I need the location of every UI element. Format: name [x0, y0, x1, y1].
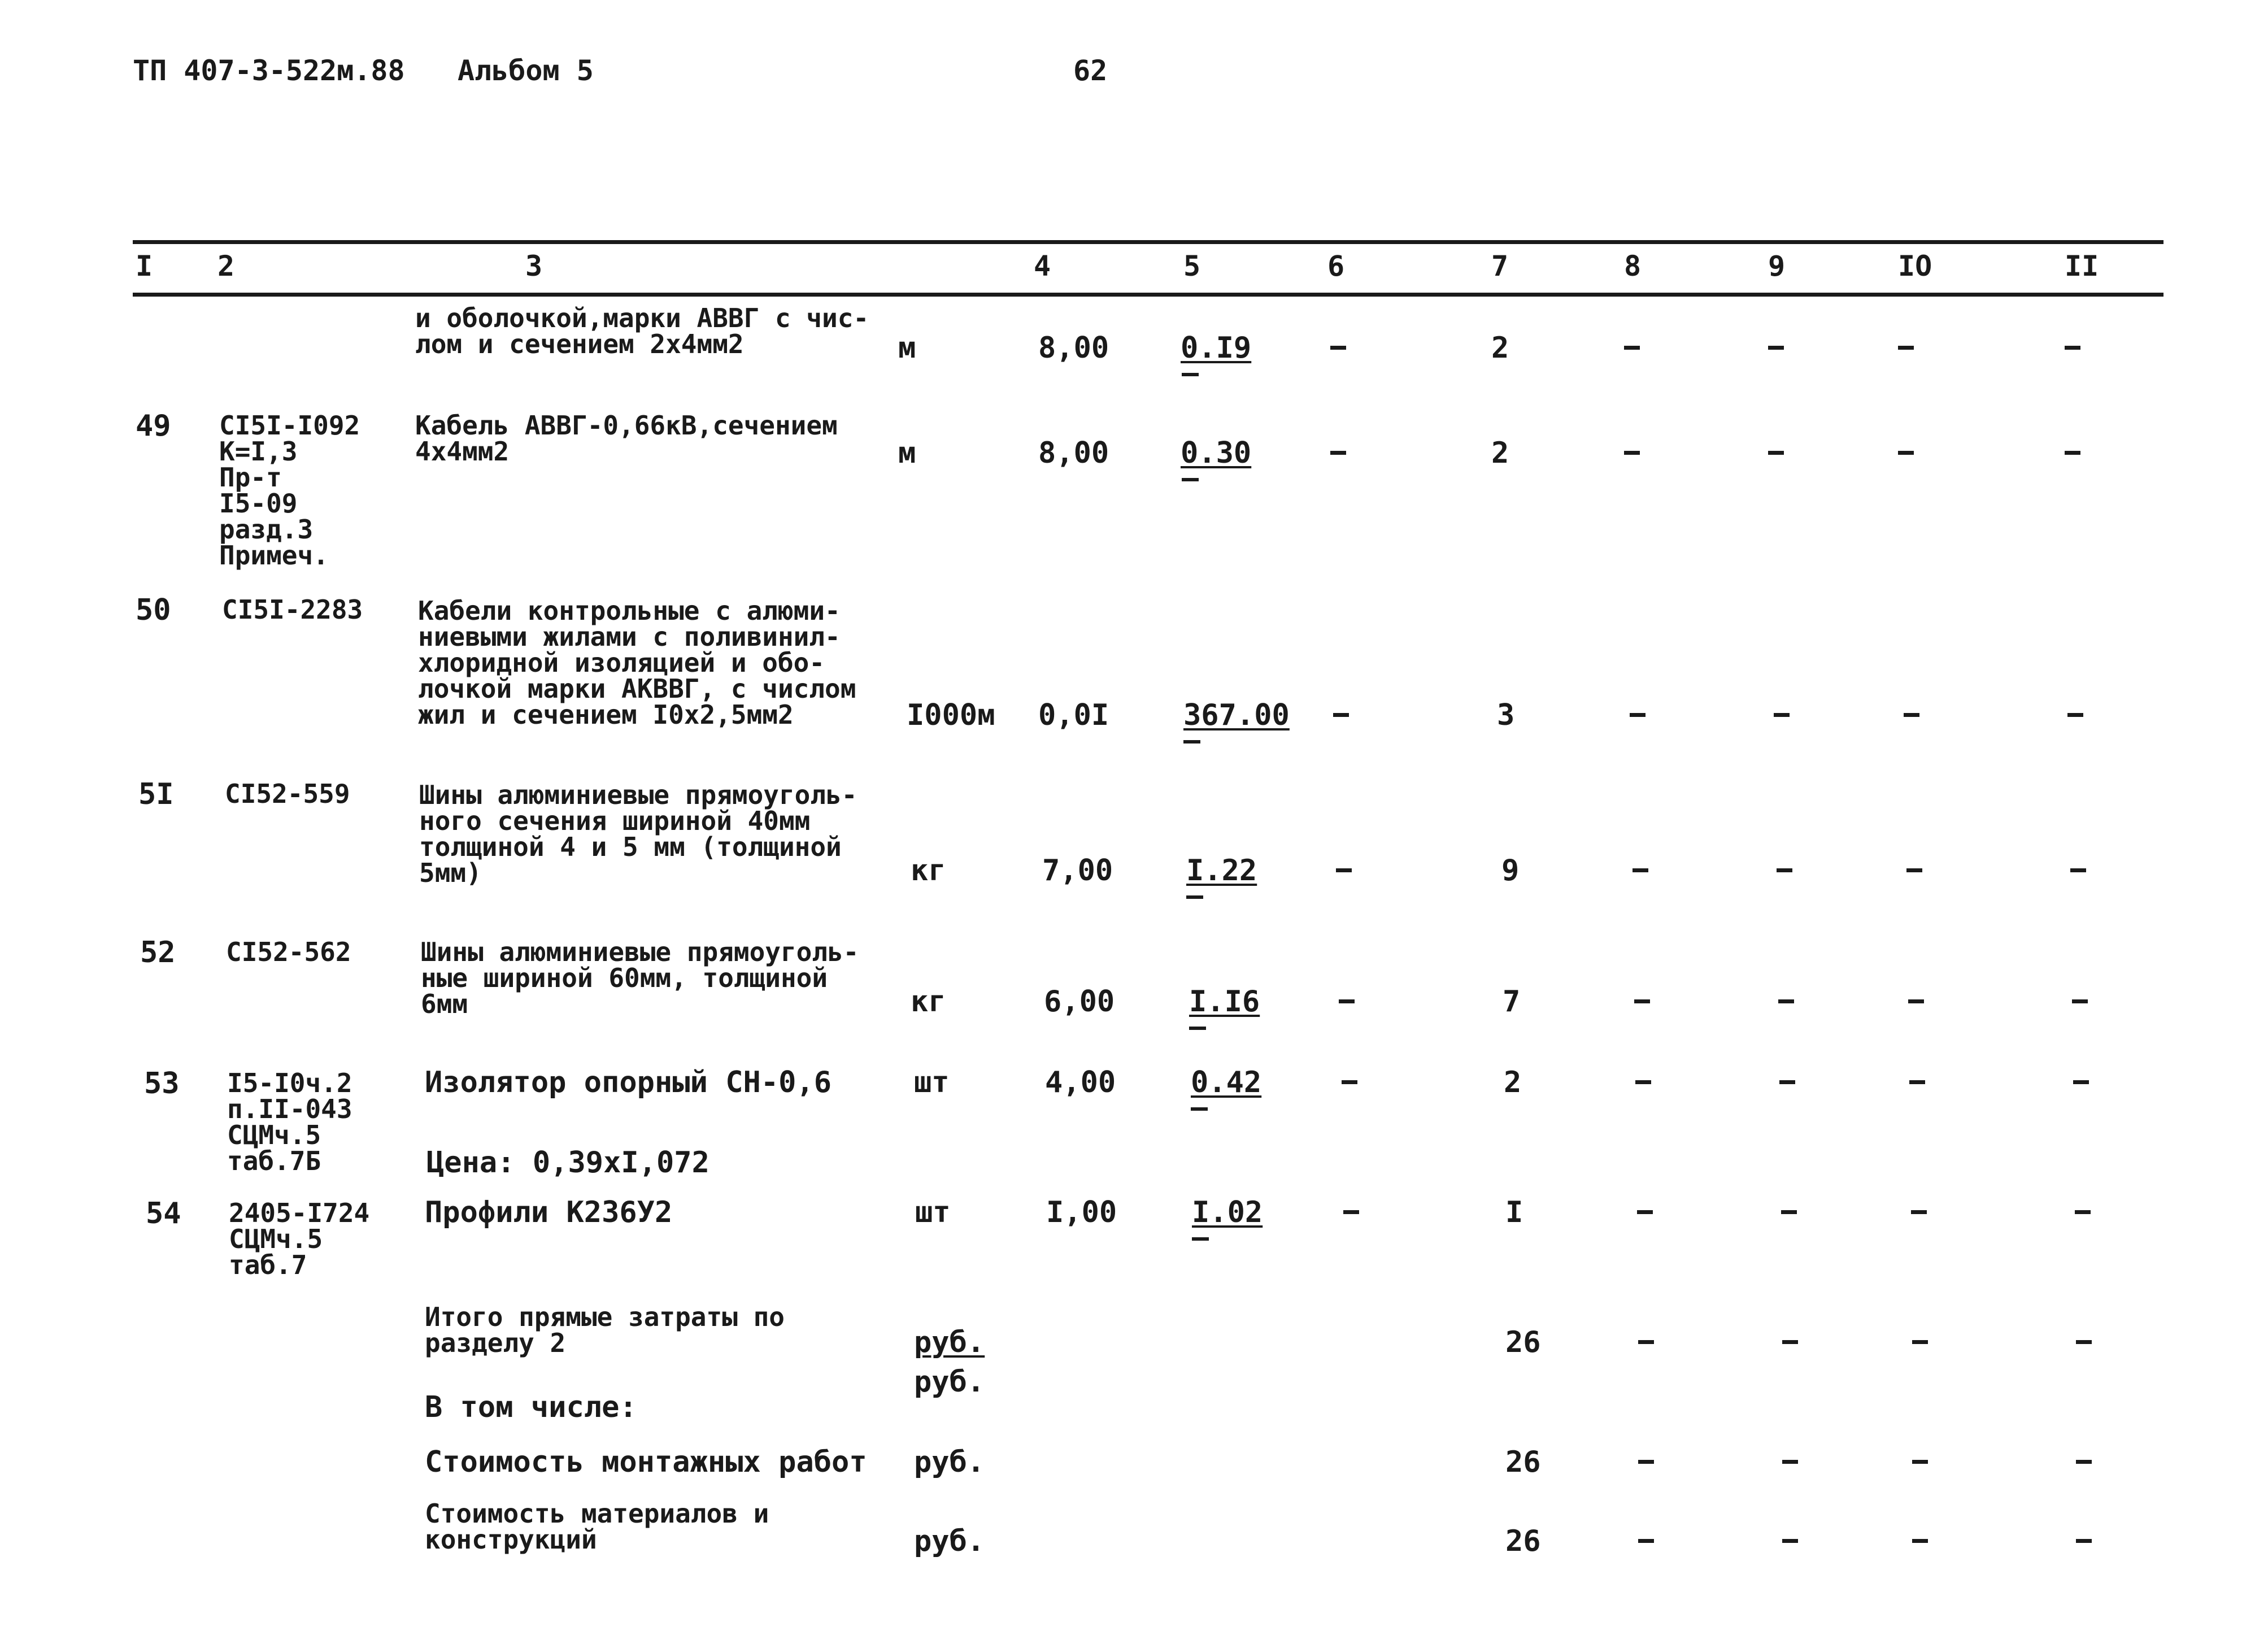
price-mark: [1186, 895, 1203, 899]
item-code: СI52-559: [225, 779, 350, 809]
dash-mark: [1912, 1460, 1928, 1464]
item-description: Изолятор опорный СН-0,6: [425, 1066, 832, 1099]
document-code: ТП 407-3-522м.88: [133, 54, 405, 87]
item-unit-price: 0.I9: [1181, 331, 1252, 365]
dash-mark: [1782, 1460, 1798, 1464]
dash-mark: [1782, 1340, 1798, 1344]
item-code: I5-I0ч.2 п.II-043 СЦМч.5 таб.7Б: [227, 1068, 352, 1176]
total-direct-costs-value: 26: [1505, 1325, 1541, 1359]
column-header: I: [136, 250, 153, 282]
item-number: 5I: [138, 777, 174, 811]
dash-mark: [2070, 868, 2086, 872]
item-total: 2: [1504, 1066, 1522, 1099]
dash-mark: [1339, 999, 1355, 1003]
dash-mark: [1911, 1210, 1927, 1214]
item-unit: шт: [914, 1066, 950, 1099]
column-header: 4: [1034, 250, 1051, 282]
dash-mark: [1912, 1340, 1928, 1344]
dash-mark: [1638, 1340, 1654, 1344]
price-mark: [1189, 1027, 1206, 1030]
dash-mark: [1778, 999, 1794, 1003]
item-total: 2: [1491, 331, 1509, 365]
dash-mark: [2076, 1340, 2092, 1344]
item-code: СI5I-I092 К=I,3 Пр-т I5-09 разд.3 Примеч.: [219, 410, 360, 571]
including-label: В том числе:: [425, 1390, 637, 1424]
item-quantity: I,00: [1046, 1195, 1117, 1229]
dash-mark: [1330, 346, 1346, 350]
item-description: Профили К236У2: [425, 1195, 673, 1229]
item-description: Шины алюминиевые прямоуголь- ные шириной 60мм, толщиной 6мм: [421, 937, 859, 1019]
dash-mark: [1904, 713, 1919, 717]
price-mark: [1191, 1107, 1208, 1111]
item-unit: кг: [911, 985, 946, 1019]
item-number: 52: [140, 936, 176, 969]
dash-mark: [1898, 346, 1914, 350]
total-direct-costs-label: Итого прямые затраты по разделу 2: [425, 1302, 785, 1358]
dash-mark: [1343, 1210, 1359, 1214]
installation-cost-label: Стоимость монтажных работ: [425, 1445, 867, 1479]
table-top-rule: [133, 240, 2163, 244]
item-total: 2: [1491, 436, 1509, 470]
item-number: 50: [136, 593, 171, 627]
dash-mark: [1333, 713, 1349, 717]
dash-mark: [2065, 451, 2080, 455]
item-unit: м: [898, 331, 916, 365]
column-header: 6: [1327, 250, 1345, 282]
item-quantity: 8,00: [1038, 436, 1109, 470]
dash-mark: [2073, 1080, 2089, 1084]
column-header: 2: [217, 250, 235, 282]
total-unit-secondary: руб.: [914, 1365, 985, 1399]
dash-mark: [1782, 1539, 1798, 1543]
item-code: СI52-562: [226, 937, 351, 967]
dash-mark: [1638, 1539, 1654, 1543]
dash-mark: [1637, 1210, 1653, 1214]
item-number: 54: [146, 1197, 181, 1230]
dash-mark: [1342, 1080, 1357, 1084]
dash-mark: [1777, 868, 1792, 872]
item-unit: м: [898, 436, 916, 470]
total-unit: руб.: [914, 1325, 985, 1359]
dash-mark: [2076, 1539, 2092, 1543]
dash-mark: [1909, 1080, 1925, 1084]
dash-mark: [1634, 999, 1650, 1003]
dash-mark: [1633, 868, 1648, 872]
dash-mark: [1624, 346, 1640, 350]
dash-mark: [1779, 1080, 1795, 1084]
dash-mark: [1336, 868, 1352, 872]
item-quantity: 0,0I: [1038, 698, 1109, 732]
price-mark: [1183, 740, 1200, 743]
dash-mark: [2076, 1460, 2092, 1464]
item-quantity: 4,00: [1045, 1066, 1116, 1099]
dash-mark: [1638, 1460, 1654, 1464]
item-unit-price: 367.00: [1183, 698, 1290, 732]
item-description: Кабели контрольные с алюми- ниевыми жилами с поливинил- хлоридной изоляцией и обо- лочкой марки АКВВГ, с числом жил и сечением I0х2,5мм2: [418, 595, 856, 730]
dash-mark: [1330, 451, 1346, 455]
item-unit-price: I.02: [1192, 1195, 1263, 1229]
item-description: Шины алюминиевые прямоуголь- ного сечения шириной 40мм толщиной 4 и 5 мм (толщиной 5мм): [419, 780, 857, 888]
dash-mark: [1768, 451, 1784, 455]
item-code: 2405-I724 СЦМч.5 таб.7: [229, 1198, 370, 1280]
dash-mark: [1898, 451, 1914, 455]
item-total: 7: [1503, 985, 1521, 1019]
price-note: Цена: 0,39хI,072: [426, 1146, 709, 1180]
dash-mark: [1906, 868, 1922, 872]
album-label: Альбом 5: [458, 54, 594, 87]
dash-mark: [2065, 346, 2080, 350]
column-header: 8: [1624, 250, 1642, 282]
dash-mark: [1624, 451, 1640, 455]
item-quantity: 8,00: [1038, 331, 1109, 365]
dash-mark: [2075, 1210, 2091, 1214]
price-mark: [1182, 373, 1199, 376]
column-header: 3: [525, 250, 543, 282]
dash-mark: [1908, 999, 1924, 1003]
item-quantity: 6,00: [1044, 985, 1115, 1019]
materials-cost-unit: руб.: [914, 1524, 985, 1558]
item-description: Кабель АВВГ-0,66кВ,сечением 4х4мм2: [415, 410, 838, 467]
column-header: II: [2065, 250, 2099, 282]
column-header: 5: [1183, 250, 1201, 282]
item-code: СI5I-2283: [222, 594, 363, 625]
page-number: 62: [1073, 54, 1108, 87]
dash-mark: [2067, 713, 2083, 717]
item-unit-price: 0.30: [1181, 436, 1252, 470]
item-total: I: [1505, 1195, 1523, 1229]
dash-mark: [1774, 713, 1790, 717]
item-total: 3: [1497, 698, 1515, 732]
item-total: 9: [1501, 854, 1520, 888]
installation-cost-unit: руб.: [914, 1445, 985, 1479]
item-unit: кг: [911, 854, 946, 888]
item-unit: I000м: [907, 698, 995, 732]
item-unit-price: I.22: [1186, 854, 1257, 888]
column-header: 7: [1491, 250, 1509, 282]
price-mark: [1192, 1237, 1209, 1241]
item-unit-price: I.I6: [1189, 985, 1260, 1019]
dash-mark: [1635, 1080, 1651, 1084]
item-unit-price: 0.42: [1191, 1066, 1262, 1099]
table-header-rule: [133, 293, 2163, 297]
item-description: и оболочкой,марки АВВГ с чис- лом и сечением 2х4мм2: [415, 303, 869, 359]
item-quantity: 7,00: [1042, 854, 1113, 888]
dash-mark: [1912, 1539, 1928, 1543]
price-mark: [1182, 478, 1199, 481]
dash-mark: [1768, 346, 1784, 350]
item-number: 49: [136, 409, 171, 443]
materials-cost-value: 26: [1505, 1524, 1541, 1558]
dash-mark: [1630, 713, 1646, 717]
installation-cost-value: 26: [1505, 1445, 1541, 1479]
column-header: IO: [1898, 250, 1932, 282]
dash-mark: [1781, 1210, 1797, 1214]
dash-mark: [2072, 999, 2088, 1003]
item-unit: шт: [915, 1195, 951, 1229]
materials-cost-label: Стоимость материалов и конструкций: [425, 1498, 769, 1555]
item-number: 53: [144, 1067, 180, 1101]
column-header: 9: [1768, 250, 1786, 282]
